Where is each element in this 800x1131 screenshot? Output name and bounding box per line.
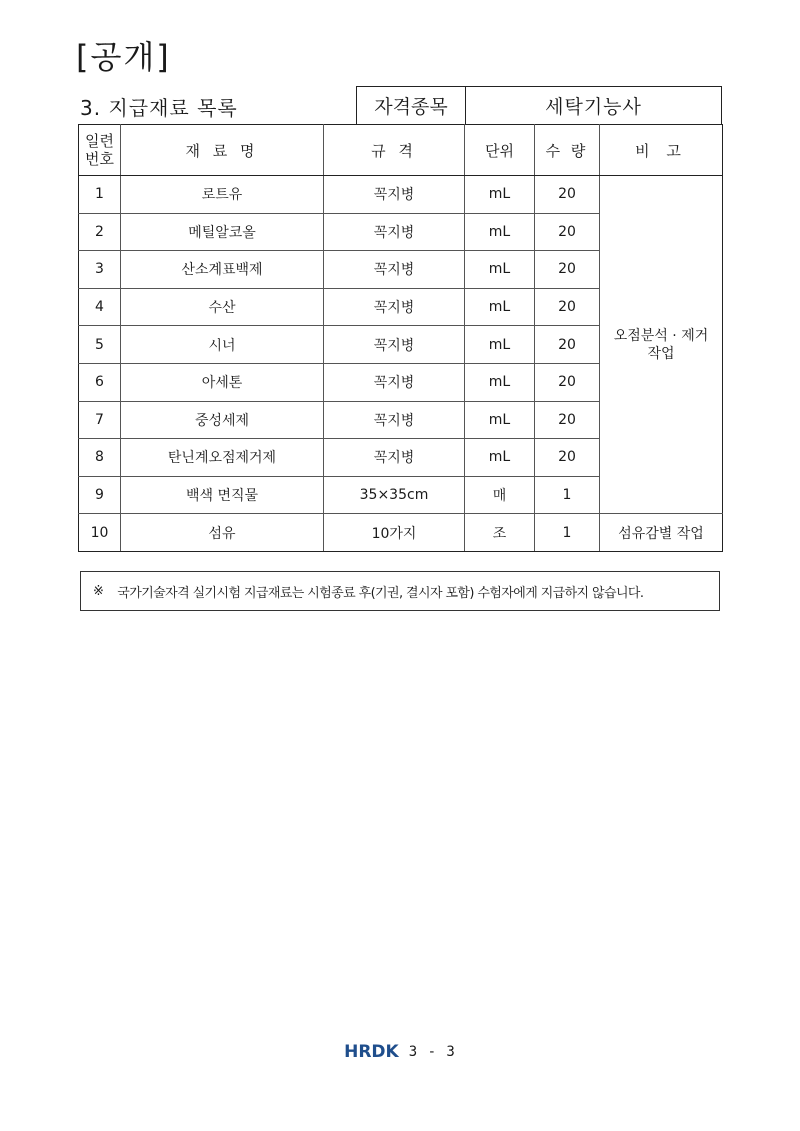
cell-qty: 20 [535, 326, 600, 364]
qualification-box [356, 86, 722, 124]
cell-no: 8 [79, 439, 121, 477]
cell-no: 6 [79, 363, 121, 401]
cell-qty: 1 [535, 514, 600, 552]
table-row [79, 514, 723, 552]
header-material-name: 재 료 명 [121, 125, 324, 176]
page-number: 3 - 3 [408, 1044, 456, 1060]
header-serial-number [79, 125, 121, 176]
cell-spec: 10가지 [324, 514, 465, 552]
cell-spec: 꼭지병 [324, 439, 465, 477]
qualification-label: 자격종목 [357, 87, 466, 124]
note-line2: 작업 [647, 345, 675, 362]
cell-unit: 매 [465, 476, 535, 514]
cell-qty: 20 [535, 401, 600, 439]
cell-name: 탄닌계오점제거제 [121, 439, 324, 477]
table-header-row [79, 125, 723, 176]
cell-unit: mL [465, 401, 535, 439]
note-line1: 오점분석 · 제거 [613, 327, 709, 344]
cell-name: 백색 면직물 [121, 476, 324, 514]
cell-name: 메틸알코올 [121, 213, 324, 251]
notice-text: 국가기술자격 실기시험 지급재료는 시험종료 후(기권, 결시자 포함) 수험자에게 지급하지 않습니다. [117, 585, 644, 601]
cell-unit: mL [465, 326, 535, 364]
cell-qty: 20 [535, 363, 600, 401]
cell-qty: 20 [535, 251, 600, 289]
cell-no: 2 [79, 213, 121, 251]
cell-name: 중성세제 [121, 401, 324, 439]
cell-no: 4 [79, 288, 121, 326]
cell-spec: 꼭지병 [324, 363, 465, 401]
disclosure-status: [공개] [76, 38, 171, 76]
header-note: 비 고 [600, 125, 723, 176]
cell-unit: mL [465, 439, 535, 477]
cell-name: 로트유 [121, 176, 324, 214]
section-title: 3. 지급재료 목록 [80, 96, 238, 120]
page-footer [0, 1042, 800, 1062]
cell-no: 10 [79, 514, 121, 552]
cell-qty: 20 [535, 288, 600, 326]
header-quantity: 수 량 [535, 125, 600, 176]
cell-no: 5 [79, 326, 121, 364]
cell-spec: 꼭지병 [324, 176, 465, 214]
cell-name: 수산 [121, 288, 324, 326]
qualification-value: 세탁기능사 [545, 96, 642, 118]
cell-unit: mL [465, 251, 535, 289]
cell-qty: 1 [535, 476, 600, 514]
header-serial-line2: 번호 [85, 150, 114, 168]
materials-table [78, 124, 723, 552]
cell-spec: 꼭지병 [324, 401, 465, 439]
cell-name: 섬유 [121, 514, 324, 552]
cell-note-stain-removal [600, 176, 723, 514]
cell-unit: mL [465, 363, 535, 401]
cell-unit: 조 [465, 514, 535, 552]
cell-spec: 꼭지병 [324, 288, 465, 326]
cell-unit: mL [465, 288, 535, 326]
cell-unit: mL [465, 176, 535, 214]
reference-mark: ※ [93, 583, 104, 599]
cell-note-fiber-identification: 섬유감별 작업 [600, 514, 723, 552]
notice-box [80, 571, 720, 611]
hrdk-logo: HRDK [344, 1042, 399, 1062]
cell-name: 시너 [121, 326, 324, 364]
cell-qty: 20 [535, 213, 600, 251]
cell-name: 산소계표백제 [121, 251, 324, 289]
header-unit: 단위 [465, 125, 535, 176]
cell-spec: 꼭지병 [324, 251, 465, 289]
cell-no: 3 [79, 251, 121, 289]
cell-qty: 20 [535, 176, 600, 214]
header-spec: 규 격 [324, 125, 465, 176]
cell-no: 7 [79, 401, 121, 439]
cell-name: 아세톤 [121, 363, 324, 401]
cell-spec: 35×35cm [324, 476, 465, 514]
header-serial-line1: 일련 [85, 132, 114, 150]
cell-spec: 꼭지병 [324, 326, 465, 364]
table-row [79, 176, 723, 214]
cell-qty: 20 [535, 439, 600, 477]
cell-spec: 꼭지병 [324, 213, 465, 251]
cell-unit: mL [465, 213, 535, 251]
cell-no: 9 [79, 476, 121, 514]
cell-no: 1 [79, 176, 121, 214]
